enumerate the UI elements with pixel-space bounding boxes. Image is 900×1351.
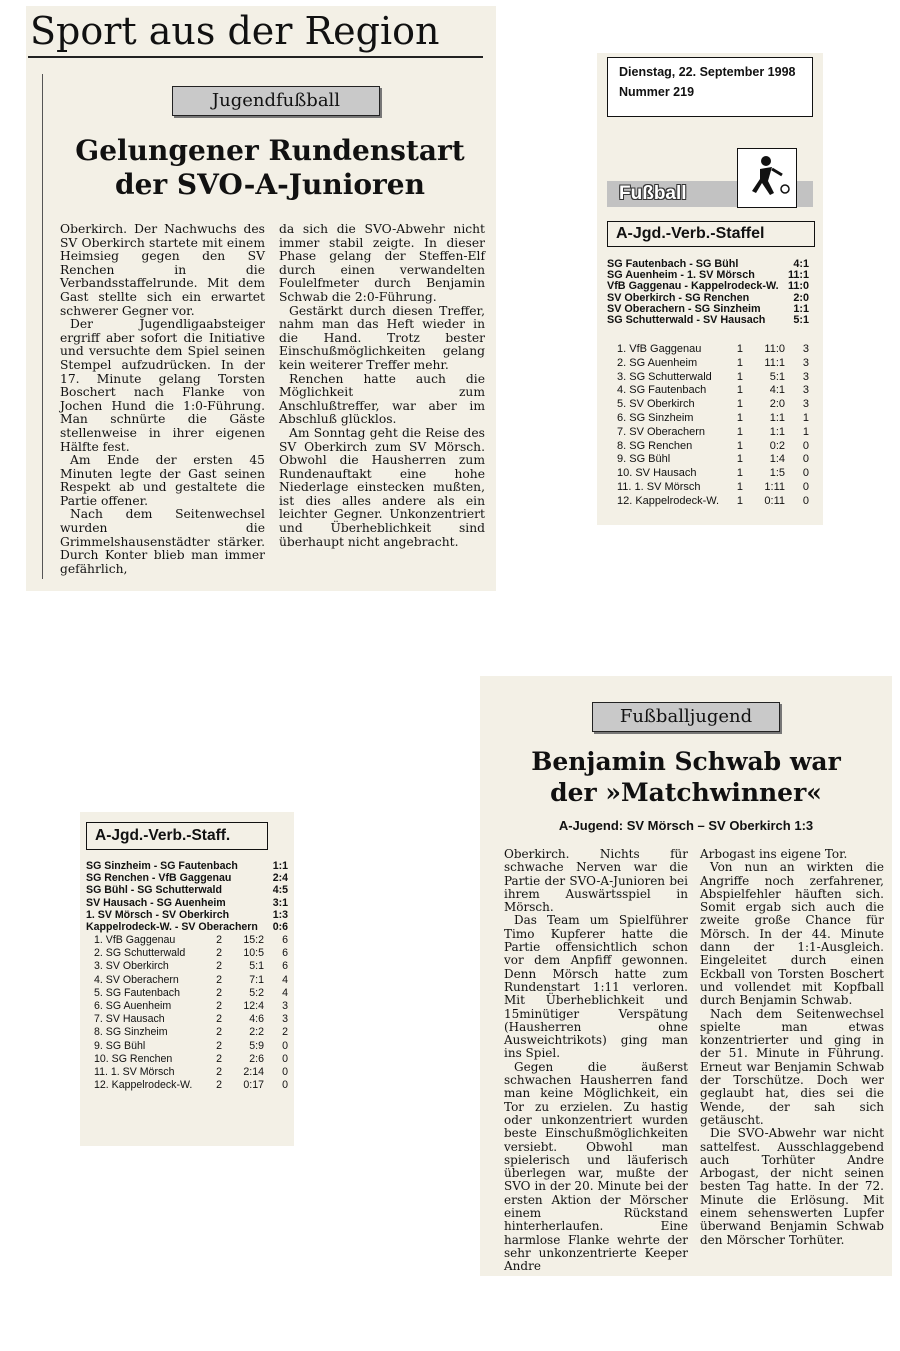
table-row (617, 412, 809, 426)
games-played: 2 (216, 960, 222, 973)
headline-line-1: Gelungener Rundenstart (75, 134, 465, 167)
kicker-label: Jugendfußball (172, 86, 380, 116)
table-row (94, 934, 288, 947)
table-row (94, 1000, 288, 1013)
result-score: 4:1 (793, 258, 809, 270)
result-score: 11:0 (787, 280, 809, 293)
headline (484, 746, 888, 808)
result-score: 1:1 (793, 302, 809, 315)
team-name: 8. SG Sinzheim (94, 1026, 168, 1039)
goal-ratio: 5:1 (769, 370, 785, 383)
result-match: SG Bühl - SG Schutterwald (86, 884, 222, 897)
table-row (617, 453, 809, 467)
results-list (86, 860, 288, 933)
points: 3 (282, 1013, 288, 1026)
article-column-1 (60, 223, 265, 576)
team-name: 3. SG Schutterwald (617, 370, 712, 383)
table-row (617, 440, 809, 454)
table-row (94, 974, 288, 987)
table-row (94, 960, 288, 973)
points: 0 (802, 467, 809, 480)
goal-ratio: 11:1 (764, 356, 785, 369)
result-match: SV Oberachern - SG Sinzheim (607, 302, 761, 315)
result-match: Kappelrodeck-W. - SV Oberachern (86, 921, 258, 934)
games-played: 2 (216, 1026, 222, 1039)
team-name: 8. SG Renchen (617, 439, 693, 452)
result-row (607, 315, 809, 326)
result-row (86, 884, 288, 896)
paragraph: Nach dem Seitenwechsel spielte man etwas konzentrierter und ging in der 51. Minute in Führung. Erneut war Benjamin Schwab der Torschütze. Doch wer geglaubt hat, dies sei die Wende, der sah sich getäuscht. (700, 1006, 884, 1127)
result-row (86, 909, 288, 921)
result-match: SG Schutterwald - SV Hausach (607, 314, 766, 327)
games-played: 2 (216, 947, 222, 960)
team-name: 5. SG Fautenbach (94, 986, 180, 999)
article-column-1 (504, 848, 688, 1274)
goal-ratio: 5:9 (249, 1039, 264, 1052)
points: 0 (282, 1066, 288, 1079)
results-list (607, 259, 809, 326)
team-name: 9. SG Bühl (617, 453, 671, 466)
games-played: 1 (736, 398, 743, 411)
points: 0 (282, 1052, 288, 1065)
result-score: 11:1 (787, 269, 809, 282)
table-row (617, 357, 809, 371)
headline-line-2: der »Matchwinner« (550, 778, 822, 807)
games-played: 2 (216, 934, 222, 946)
standings-table (617, 343, 809, 509)
points: 0 (802, 439, 809, 452)
team-name: 4. SG Fautenbach (617, 384, 707, 397)
paragraph: Die SVO-Abwehr war nicht sattelfest. Ausschlaggebend auch Torhüter Andre Arbogast, der nicht seinen besten Tag hatte. In der 72. Minute die Erlösung. Mit einem sehenswerten Lupfer überwand Benjamin Schwab den Mörscher Torhüter. (700, 1126, 884, 1247)
points: 6 (282, 934, 288, 946)
team-name: 12. Kappelrodeck-W. (94, 1079, 193, 1092)
category-label: Fußball (619, 183, 687, 204)
result-match: SG Auenheim - 1. SV Mörsch (607, 269, 755, 282)
table-row (94, 1079, 288, 1092)
result-row (86, 897, 288, 909)
result-match: VfB Gaggenau - Kappelrodeck-W. (607, 280, 779, 293)
goal-ratio: 1:1 (769, 425, 785, 438)
games-played: 1 (736, 370, 743, 383)
goal-ratio: 2:6 (249, 1052, 264, 1065)
article-column-2 (279, 223, 485, 549)
games-played: 2 (216, 986, 222, 999)
points: 4 (282, 973, 288, 986)
result-score: 1:1 (272, 860, 288, 872)
result-score: 5:1 (793, 314, 809, 327)
team-name: 2. SG Schutterwald (94, 947, 186, 960)
points: 3 (802, 343, 809, 355)
team-name: 1. VfB Gaggenau (617, 343, 702, 355)
table-clipping-first-round (597, 53, 823, 525)
team-name: 4. SV Oberachern (94, 973, 179, 986)
paragraph: Oberkirch. Der Nachwuchs des SV Oberkirch startete mit einem Heimsieg gegen den SV Renchen in die Verbandsstaffelrunde. Mit dem Gast stellte sich ein erwartet schwerer Gegner vor. (60, 222, 265, 318)
section-rule-left (42, 74, 43, 579)
headline-line-1: Benjamin Schwab war (531, 747, 841, 776)
paragraph: Gegen die äußerst schwachen Hausherren fand man keine Möglichkeit, ein Tor zu erzielen. Zu hastig oder unkonzentriert wurden beste Einschußmöglichkeiten versiebt. Obwohl man spielerisch und läuferisch überlegen war, mußte der SVO in der 20. Minute bei der ersten Aktion der Mörscher einem Rückstand hinterherlaufen. Eine harmlose Flanke wehrte der sehr unkonzentrierte Keeper Andre (504, 1059, 688, 1274)
team-name: 3. SV Oberkirch (94, 960, 169, 973)
goal-ratio: 2:0 (769, 398, 785, 411)
goal-ratio: 0:17 (243, 1079, 264, 1092)
headline-line-2: der SVO-A-Junioren (115, 168, 425, 201)
paragraph: Am Ende der ersten 45 Minuten legte der Gast seinen Respekt ab und gestaltete die Partie offener. (60, 453, 265, 508)
points: 0 (282, 1079, 288, 1092)
result-row (86, 872, 288, 884)
league-title: A-Jgd.-Verb.-Staffel (607, 221, 815, 247)
section-title: Sport aus der Region (30, 9, 440, 53)
games-played: 2 (216, 1013, 222, 1026)
games-played: 2 (216, 1052, 222, 1065)
games-played: 1 (736, 480, 743, 493)
goal-ratio: 0:11 (764, 494, 785, 507)
points: 0 (282, 1039, 288, 1052)
games-played: 1 (736, 411, 743, 424)
table-row (617, 398, 809, 412)
team-name: 2. SG Auenheim (617, 356, 698, 369)
team-name: 12. Kappelrodeck-W. (617, 494, 720, 507)
games-played: 1 (736, 425, 743, 438)
article-column-2 (700, 848, 884, 1247)
standings-table (94, 934, 288, 1092)
result-match: 1. SV Mörsch - SV Oberkirch (86, 908, 230, 921)
issue-date: Dienstag, 22. September 1998 (619, 65, 796, 79)
points: 0 (802, 494, 809, 507)
subheadline: A-Jugend: SV Mörsch – SV Oberkirch 1:3 (558, 818, 814, 833)
games-played: 2 (216, 1066, 222, 1079)
goal-ratio: 15:2 (243, 934, 264, 946)
paragraph: Am Sonntag geht die Reise des SV Oberkirch zum SV Mörsch. Obwohl die Hausherren zum Rundenauftakt eine hohe Niederlage einstecken mußten, ist dies alles andere als ein leichter Gegner. Unkonzentriert und Überheblichkeit sind überhaupt nicht angebracht. (279, 425, 485, 549)
result-match: SG Sinzheim - SG Fautenbach (86, 860, 238, 872)
paragraph: da sich die SVO-Abwehr nicht immer stabil zeigte. In dieser Phase gelang der Steffen-Elf durch einen verwandelten Foulelfmeter durch Benjamin Schwab die 2:0-Führung. (279, 222, 485, 304)
table-row (617, 384, 809, 398)
result-row (607, 281, 809, 292)
team-name: 10. SV Hausach (617, 467, 697, 480)
table-row (617, 426, 809, 440)
table-row (94, 1013, 288, 1026)
points: 3 (802, 370, 809, 383)
team-name: 7. SV Oberachern (617, 425, 706, 438)
goal-ratio: 12:4 (243, 1000, 264, 1013)
games-played: 2 (216, 1039, 222, 1052)
points: 6 (282, 947, 288, 960)
team-name: 6. SG Sinzheim (617, 411, 694, 424)
table-row (617, 481, 809, 495)
goal-ratio: 4:6 (249, 1013, 264, 1026)
goal-ratio: 10:5 (243, 947, 264, 960)
points: 2 (282, 1026, 288, 1039)
games-played: 1 (736, 453, 743, 466)
games-played: 1 (736, 356, 743, 369)
team-name: 7. SV Hausach (94, 1013, 165, 1026)
team-name: 10. SG Renchen (94, 1052, 173, 1065)
goal-ratio: 1:5 (769, 467, 785, 480)
points: 3 (802, 384, 809, 397)
paragraph: Arbogast ins eigene Tor. (700, 847, 848, 861)
result-match: SV Hausach - SG Auenheim (86, 896, 226, 909)
team-name: 11. 1. SV Mörsch (617, 480, 701, 493)
issue-number: Nummer 219 (619, 85, 695, 99)
result-score: 0:6 (272, 921, 288, 934)
points: 0 (802, 453, 809, 466)
table-row (617, 495, 809, 509)
games-played: 1 (736, 343, 743, 355)
paragraph: Renchen hatte auch die Möglichkeit zum Anschlußtreffer, war aber im Abschluß glücklos. (279, 371, 485, 427)
points: 3 (282, 1000, 288, 1013)
team-name: 9. SG Bühl (94, 1039, 146, 1052)
table-row (94, 1026, 288, 1039)
goal-ratio: 1:11 (764, 480, 785, 493)
team-name: 6. SG Auenheim (94, 1000, 172, 1013)
paragraph: Von nun an wirkten die Angriffe noch zerfahrener, Abspielfehler häuften sich. Somit ergab sich auch die zweite große Chance für Mörsch. In der 44. Minute dann der 1:1-Ausgleich. Eingeleitet durch einen Eckball von Torsten Boschert und vollendet mit Kopfball durch Benjamin Schwab. (700, 860, 884, 1008)
points: 1 (802, 411, 809, 424)
paragraph: Der Jugendligaabsteiger ergriff aber sofort die Initiative und versuchte dem Spiel seinen Stempel aufzudrücken. In der 17. Minute gelang Torsten Boschert nach Flanke von Jochen Hund die 1:0-Führung. Man schnürte die Gäste stellenweise in ihrer eigenen Hälfte fest. (60, 317, 265, 454)
points: 3 (802, 398, 809, 411)
result-row (86, 860, 288, 872)
table-row (617, 371, 809, 385)
result-score: 2:4 (272, 872, 288, 885)
goal-ratio: 1:1 (769, 411, 785, 424)
table-row (94, 1066, 288, 1079)
team-name: 11. 1. SV Mörsch (94, 1066, 175, 1079)
games-played: 1 (736, 439, 743, 452)
goal-ratio: 11:0 (764, 343, 785, 355)
table-row (617, 467, 809, 481)
goal-ratio: 0:2 (769, 439, 785, 452)
goal-ratio: 5:2 (249, 986, 264, 999)
goal-ratio: 2:14 (243, 1066, 264, 1079)
goal-ratio: 7:1 (249, 973, 264, 986)
games-played: 1 (736, 494, 743, 507)
result-score: 1:3 (272, 908, 288, 921)
games-played: 1 (736, 467, 743, 480)
points: 0 (802, 480, 809, 493)
paragraph: Nach dem Seitenwechsel wurden die Grimmelshausenstädter stärker. Durch Konter blieb man immer gefährlich, (60, 507, 265, 576)
result-match: SG Renchen - VfB Gaggenau (86, 872, 232, 885)
paragraph: Das Team um Spielführer Timo Kupferer hatte die Partie offensichtlich schon vor dem Anpfiff gewonnen. Denn Mörsch hatte zum Rundenstart 1:11 verloren. Mit Überheblichkeit und 15minütiger Verspätung (Hausherren ohne Ausweichtrikots) ging man ins Spiel. (504, 913, 688, 1061)
article-clipping-rundenstart (26, 6, 496, 591)
points: 4 (282, 986, 288, 999)
kicker-label: Fußballjugend (592, 702, 780, 732)
table-row (94, 947, 288, 960)
games-played: 2 (216, 973, 222, 986)
section-rule (28, 56, 483, 58)
team-name: 5. SV Oberkirch (617, 398, 695, 411)
points: 6 (282, 960, 288, 973)
paragraph: Gestärkt durch diesen Treffer, nahm man das Heft wieder in die Hand. Trotz bester Einschußmöglichkeiten gelang kein weiterer Treffer mehr. (279, 303, 485, 372)
table-row (94, 1053, 288, 1066)
football-player-icon (737, 148, 797, 208)
result-score: 2:0 (793, 291, 809, 304)
headline (46, 134, 494, 202)
goal-ratio: 1:4 (769, 453, 785, 466)
points: 3 (802, 356, 809, 369)
table-row (617, 343, 809, 357)
result-score: 4:5 (272, 884, 288, 897)
goal-ratio: 2:2 (249, 1026, 264, 1039)
team-name: 1. VfB Gaggenau (94, 934, 176, 946)
league-title: A-Jgd.-Verb.-Staff. (86, 822, 268, 850)
games-played: 2 (216, 1000, 222, 1013)
goal-ratio: 4:1 (769, 384, 785, 397)
games-played: 2 (216, 1079, 222, 1092)
result-match: SV Oberkirch - SG Renchen (607, 291, 750, 304)
goal-ratio: 5:1 (249, 960, 264, 973)
article-clipping-matchwinner (480, 676, 892, 1276)
result-score: 3:1 (272, 896, 288, 909)
result-match: SG Fautenbach - SG Bühl (607, 258, 739, 270)
games-played: 1 (736, 384, 743, 397)
table-clipping-second-round (80, 812, 294, 1146)
table-row (94, 1040, 288, 1053)
table-row (94, 987, 288, 1000)
paragraph: Oberkirch. Nichts für schwache Nerven war die Partie der SVO-A-Junioren bei ihrem Auswärtsspiel in Mörsch. (504, 847, 688, 915)
points: 1 (802, 425, 809, 438)
result-row (86, 921, 288, 933)
